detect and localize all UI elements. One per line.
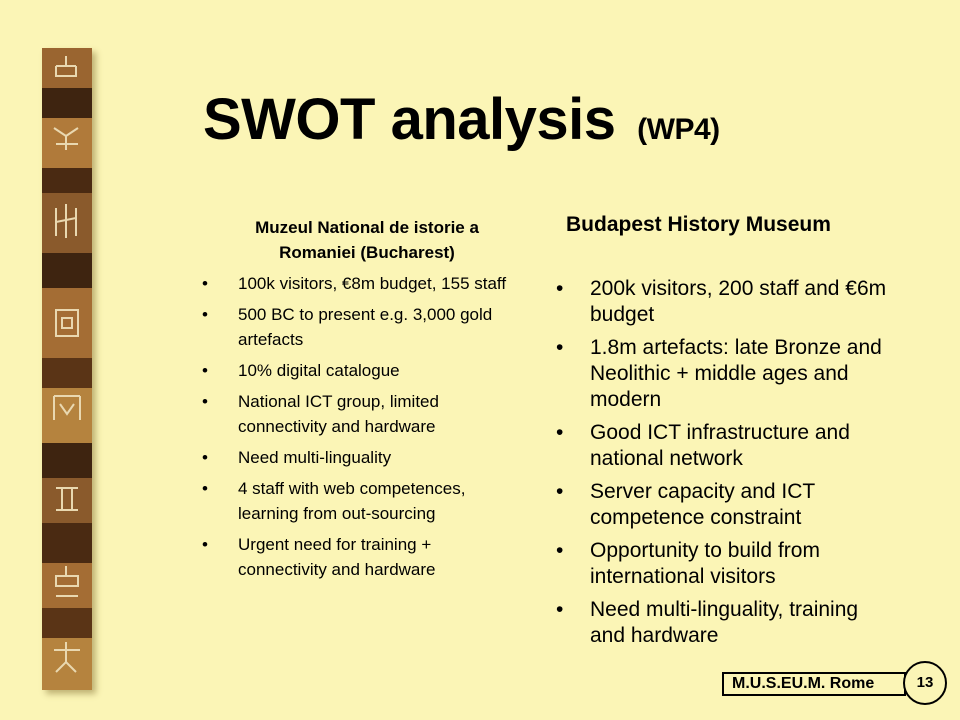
list-item: • Urgent need for training + connectivity and hardware [200,532,518,582]
list-item: • 4 staff with web competences, learning from out-sourcing [200,476,518,526]
right-column-heading: Budapest History Museum [566,213,831,236]
list-item: • 200k visitors, 200 staff and €6m budget [552,276,892,328]
list-item: • Need multi-linguality [200,445,518,470]
footer-label: M.U.S.EU.M. Rome [722,672,906,696]
page-title: SWOT analysis (WP4) [203,87,720,152]
left-column-heading: Muzeul National de istorie a Romaniei (Bucharest) [255,218,479,262]
page-number: 13 [903,661,947,705]
list-item: • 10% digital catalogue [200,358,518,383]
list-item: • Good ICT infrastructure and national network [552,420,892,472]
list-item: • Opportunity to build from international visitors [552,538,892,590]
left-column [200,210,518,588]
list-item: • Server capacity and ICT competence constraint [552,479,892,531]
list-item: • National ICT group, limited connectivity and hardware [200,389,518,439]
right-bullet-list [552,276,892,649]
list-item: • 500 BC to present e.g. 3,000 gold artefacts [200,302,518,352]
list-item: • Need multi-linguality, training and hardware [552,597,892,649]
list-item: • 100k visitors, €8m budget, 155 staff [200,271,518,296]
left-bullet-list [200,271,518,582]
right-column [552,210,892,656]
decorative-glyph-strip-icon [42,48,92,690]
page-title-subtitle: (WP4) [637,113,720,146]
list-item: • 1.8m artefacts: late Bronze and Neolithic + middle ages and modern [552,335,892,413]
